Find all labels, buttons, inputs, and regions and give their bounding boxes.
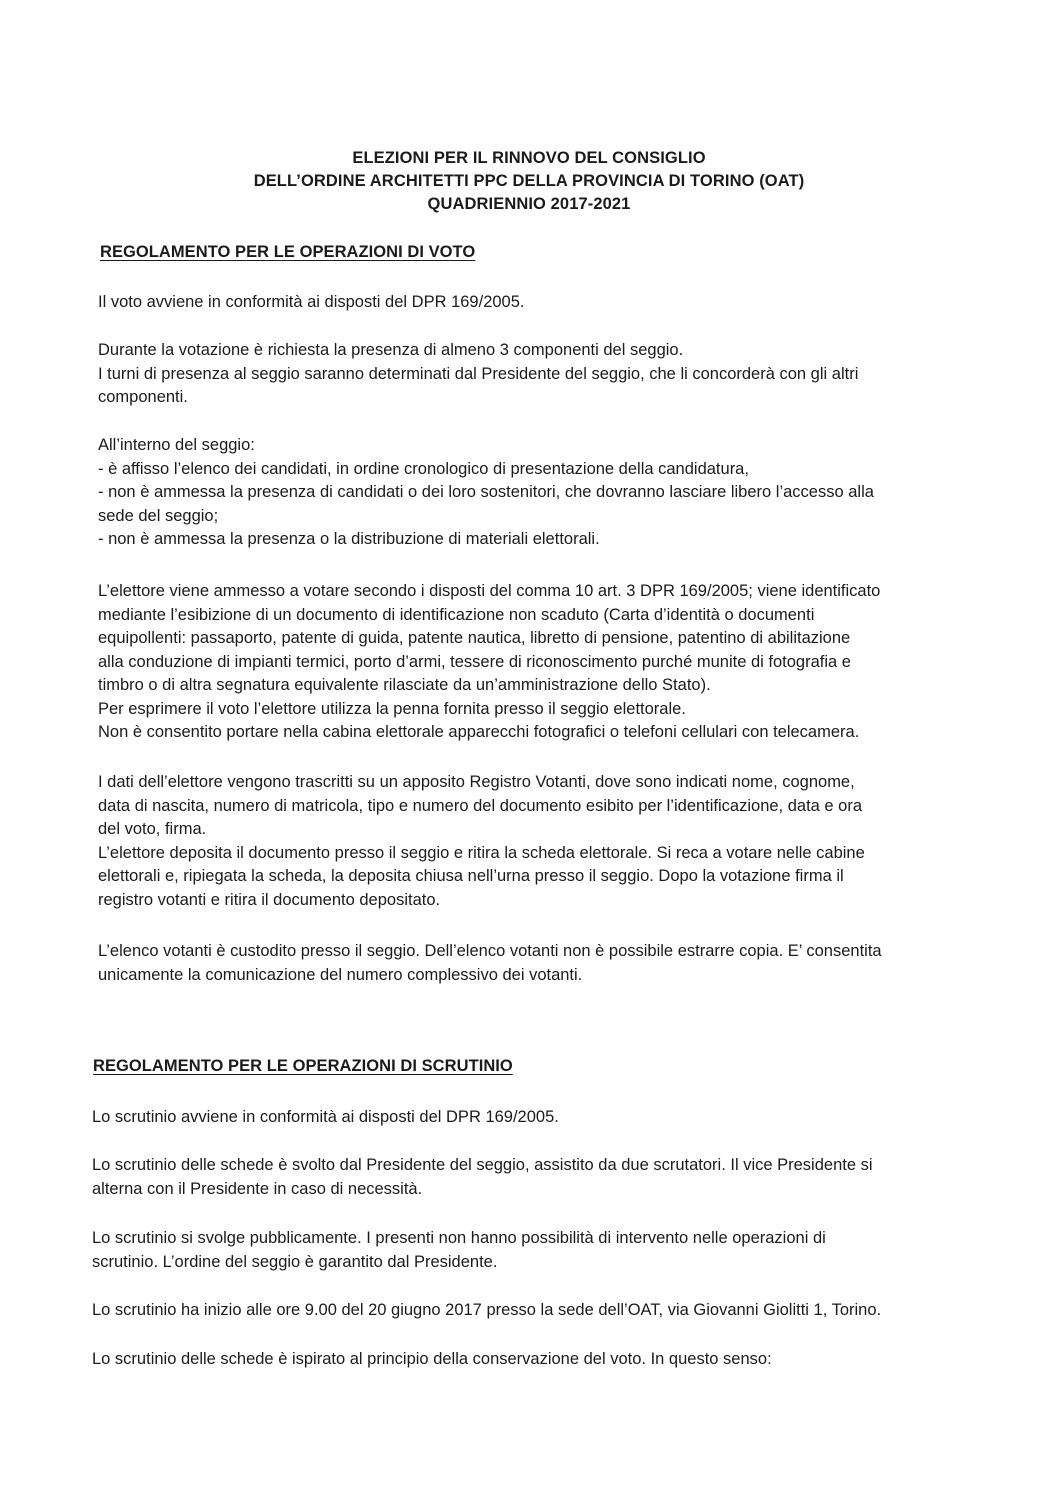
paragraph-scrutinio-2: [92, 1154, 958, 1201]
text-line: alla conduzione di impianti termici, porto d’armi, tessere di riconoscimento purché munite di fotografia e: [98, 652, 851, 671]
text-line: Lo scrutinio si svolge pubblicamente. I presenti non hanno possibilità di intervento nelle operazioni di: [92, 1229, 826, 1247]
text-line: Lo scrutinio ha inizio alle ore 9.00 del 20 giugno 2017 presso la sede dell’OAT, via Giovanni Giolitti 1, Torino.: [92, 1301, 882, 1319]
section-heading-scrutinio: REGOLAMENTO PER LE OPERAZIONI DI SCRUTINIO: [93, 1057, 513, 1075]
text-line: Per esprimere il voto l’elettore utilizza la penna fornita presso il seggio elettorale.: [98, 699, 686, 718]
paragraph-scrutinio-3: [92, 1227, 958, 1274]
text-line: componenti.: [98, 388, 188, 406]
text-line: L’elettore deposita il documento presso il seggio e ritira la scheda elettorale. Si reca a votare nelle cabine: [98, 843, 865, 862]
title-line-3: QUADRIENNIO 2017-2021: [427, 195, 631, 213]
text-line: All’interno del seggio:: [98, 436, 255, 454]
paragraph-scrutinio-5: [92, 1348, 958, 1372]
paragraph-voto-6: [98, 940, 958, 987]
paragraph-voto-5: [98, 771, 958, 912]
text-line: I dati dell’elettore vengono trascritti su un apposito Registro Votanti, dove sono indicati nome, cognome,: [98, 773, 855, 791]
text-line: sede del seggio;: [98, 506, 219, 525]
paragraph-scrutinio-4: [92, 1299, 958, 1323]
text-line: - non è ammessa la presenza o la distribuzione di materiali elettorali.: [98, 530, 600, 548]
paragraph-voto-3: [98, 434, 958, 552]
paragraph-voto-2: [98, 339, 958, 410]
text-line: registro votanti e ritira il documento depositato.: [98, 890, 441, 909]
title-line-1: ELEZIONI PER IL RINNOVO DEL CONSIGLIO: [352, 149, 706, 167]
text-line: - è affisso l’elenco dei candidati, in ordine cronologico di presentazione della candidatura,: [98, 459, 749, 478]
text-line: Il voto avviene in conformità ai disposti del DPR 169/2005.: [98, 293, 525, 311]
section-heading-voto: REGOLAMENTO PER LE OPERAZIONI DI VOTO: [100, 243, 476, 261]
document-title: [0, 147, 1058, 216]
text-line: I turni di presenza al seggio saranno determinati dal Presidente del seggio, che li concorderà con gli altri: [98, 364, 859, 383]
title-line-2: DELL’ORDINE ARCHITETTI PPC DELLA PROVINCIA DI TORINO (OAT): [253, 172, 805, 190]
text-line: Durante la votazione è richiesta la presenza di almeno 3 componenti del seggio.: [98, 341, 684, 359]
text-line: scrutinio. L’ordine del seggio è garantito dal Presidente.: [92, 1252, 498, 1271]
paragraph-voto-4: [98, 580, 958, 745]
text-line: mediante l’esibizione di un documento di identificazione non scaduto (Carta d’identità o documenti: [98, 605, 815, 624]
paragraph-voto-1: [98, 291, 958, 315]
text-line: unicamente la comunicazione del numero complessivo dei votanti.: [98, 965, 583, 984]
text-line: Non è consentito portare nella cabina elettorale apparecchi fotografici o telefoni cellulari con telecamera.: [98, 723, 860, 741]
text-line: del voto, firma.: [98, 820, 207, 838]
text-line: Lo scrutinio delle schede è ispirato al principio della conservazione del voto. In questo senso:: [92, 1350, 772, 1368]
text-line: timbro o di altra segnatura equivalente rilasciate da un’amministrazione dello Stato).: [98, 676, 711, 694]
text-line: L’elenco votanti è custodito presso il seggio. Dell’elenco votanti non è possibile estrarre copia. E’ consentita: [98, 942, 882, 960]
text-line: L’elettore viene ammesso a votare secondo i disposti del comma 10 art. 3 DPR 169/2005; viene identificato: [98, 582, 881, 600]
text-line: data di nascita, numero di matricola, tipo e numero del documento esibito per l’identificazione, data e ora: [98, 796, 863, 815]
text-line: Lo scrutinio delle schede è svolto dal Presidente del seggio, assistito da due scrutatori. Il vice Presidente si: [92, 1156, 873, 1174]
text-line: - non è ammessa la presenza di candidati o dei loro sostenitori, che dovranno lasciare libero l’accesso alla: [98, 483, 874, 501]
text-line: equipollenti: passaporto, patente di guida, patente nautica, libretto di pensione, patentino di abilitazione: [98, 629, 851, 647]
text-line: elettorali e, ripiegata la scheda, la deposita chiusa nell’urna presso il seggio. Dopo la votazione firma il: [98, 867, 844, 885]
text-line: Lo scrutinio avviene in conformità ai disposti del DPR 169/2005.: [92, 1108, 559, 1126]
paragraph-scrutinio-1: [92, 1106, 958, 1130]
text-line: alterna con il Presidente in caso di necessità.: [92, 1179, 423, 1198]
